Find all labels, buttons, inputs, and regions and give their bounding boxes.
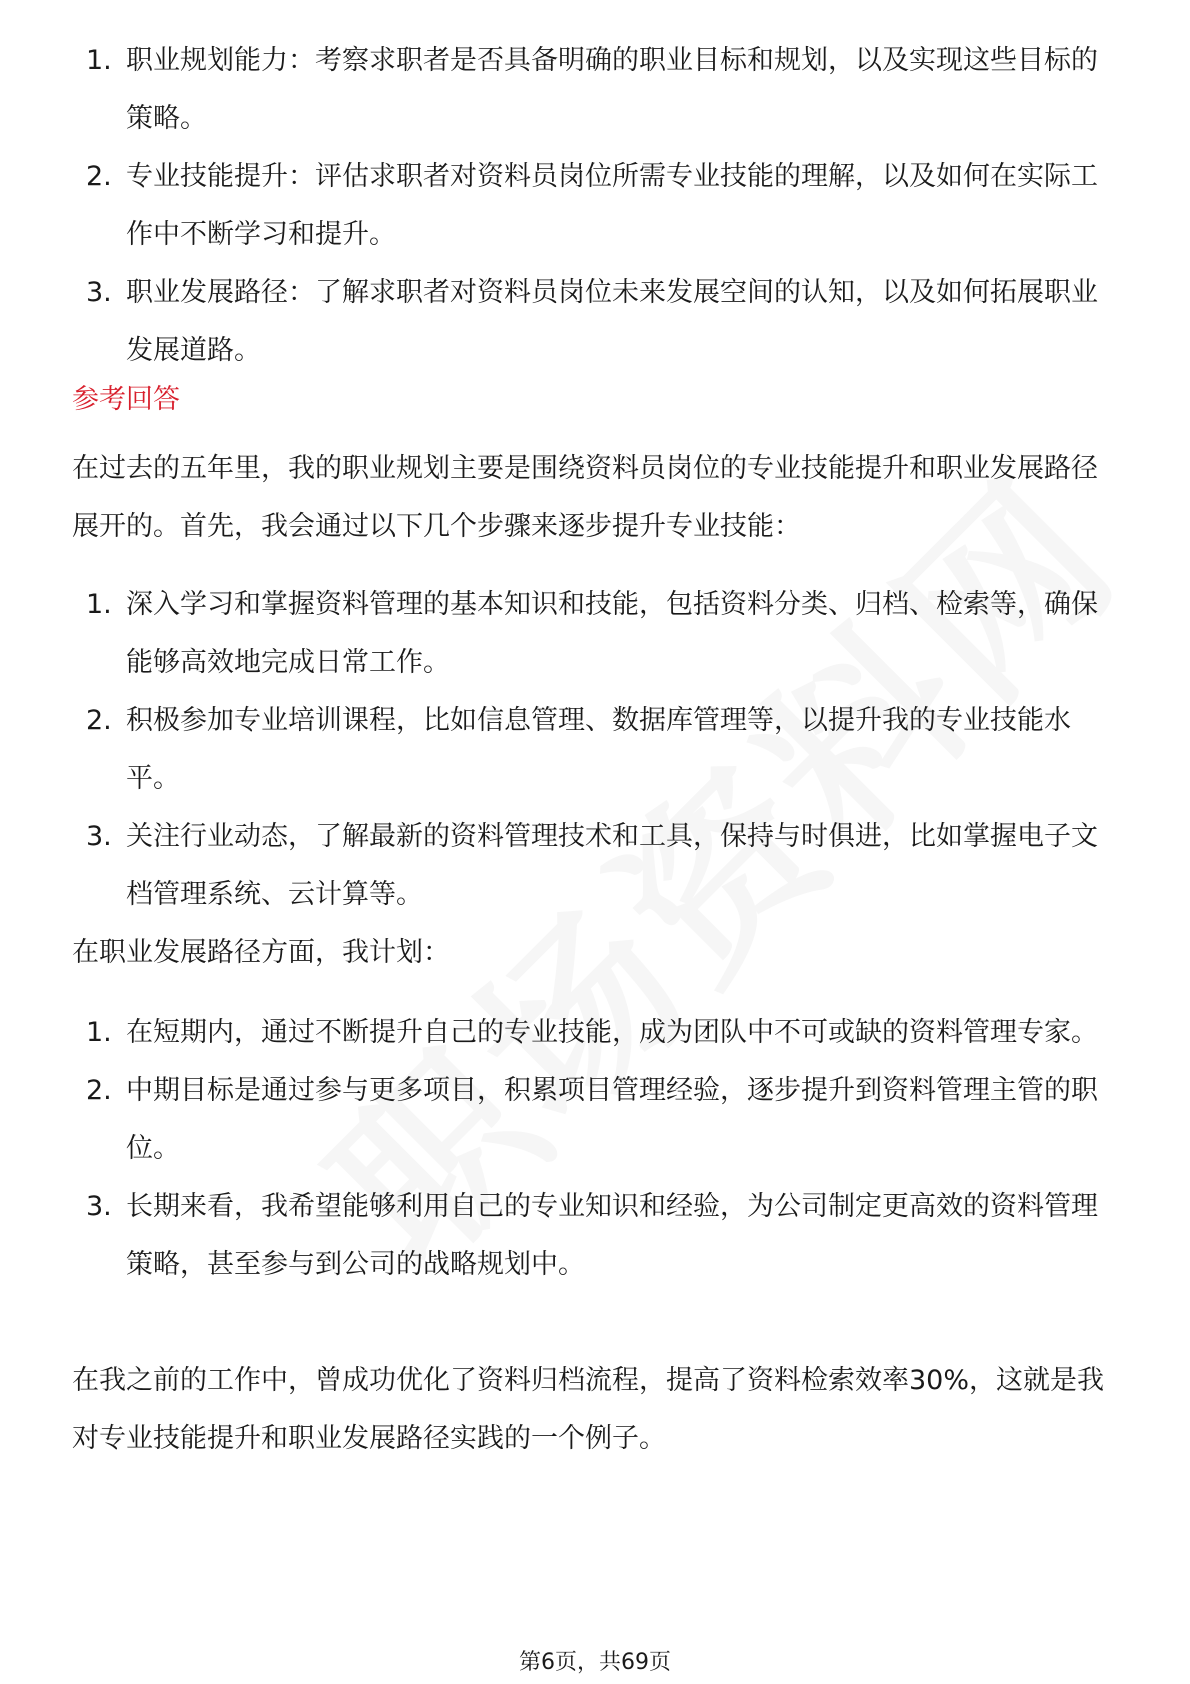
list-number: 2.: [86, 705, 112, 736]
evaluation-points-list: [72, 32, 1122, 380]
skill-steps-list: [72, 576, 1122, 924]
list-item: [72, 1178, 1122, 1294]
list-text: 职业发展路径：了解求职者对资料员岗位未来发展空间的认知，以及如何拓展职业发展道路。: [126, 277, 1098, 366]
career-path-list: [72, 1004, 1122, 1294]
list-item: [72, 1004, 1122, 1062]
page-number: 第6页，共69页: [519, 1650, 671, 1675]
list-text: 深入学习和掌握资料管理的基本知识和技能，包括资料分类、归档、检索等，确保能够高效地完成日常工作。: [126, 589, 1098, 678]
list-item: [72, 148, 1122, 264]
list-item: [72, 32, 1122, 148]
list-text: 在短期内，通过不断提升自己的专业技能，成为团队中不可或缺的资料管理专家。: [126, 1017, 1098, 1048]
list-number: 1.: [86, 1017, 112, 1048]
list-number: 2.: [86, 161, 112, 192]
list-item: [72, 1062, 1122, 1178]
list-number: 2.: [86, 1075, 112, 1106]
list-number: 1.: [86, 45, 112, 76]
list-item: [72, 576, 1122, 692]
list-text: 关注行业动态，了解最新的资料管理技术和工具，保持与时俱进，比如掌握电子文档管理系统、云计算等。: [126, 821, 1098, 910]
path-intro-paragraph: 在职业发展路径方面，我计划：: [72, 937, 450, 968]
list-item: [72, 264, 1122, 380]
list-text: 积极参加专业培训课程，比如信息管理、数据库管理等，以提升我的专业技能水平。: [126, 705, 1071, 794]
answer-heading: 参考回答: [72, 384, 180, 415]
list-item: [72, 808, 1122, 924]
intro-paragraph: 在过去的五年里，我的职业规划主要是围绕资料员岗位的专业技能提升和职业发展路径展开的。首先，我会通过以下几个步骤来逐步提升专业技能：: [72, 453, 1098, 542]
closing-paragraph: 在我之前的工作中，曾成功优化了资料归档流程，提高了资料检索效率30%，这就是我对专业技能提升和职业发展路径实践的一个例子。: [72, 1365, 1105, 1454]
list-number: 3.: [86, 1191, 112, 1222]
list-text: 专业技能提升：评估求职者对资料员岗位所需专业技能的理解，以及如何在实际工作中不断学习和提升。: [126, 161, 1098, 250]
list-text: 职业规划能力：考察求职者是否具备明确的职业目标和规划，以及实现这些目标的策略。: [126, 45, 1098, 134]
list-text: 中期目标是通过参与更多项目，积累项目管理经验，逐步提升到资料管理主管的职位。: [126, 1075, 1098, 1164]
list-item: [72, 692, 1122, 808]
list-text: 长期来看，我希望能够利用自己的专业知识和经验，为公司制定更高效的资料管理策略，甚至参与到公司的战略规划中。: [126, 1191, 1098, 1280]
list-number: 1.: [86, 589, 112, 620]
list-number: 3.: [86, 821, 112, 852]
list-number: 3.: [86, 277, 112, 308]
